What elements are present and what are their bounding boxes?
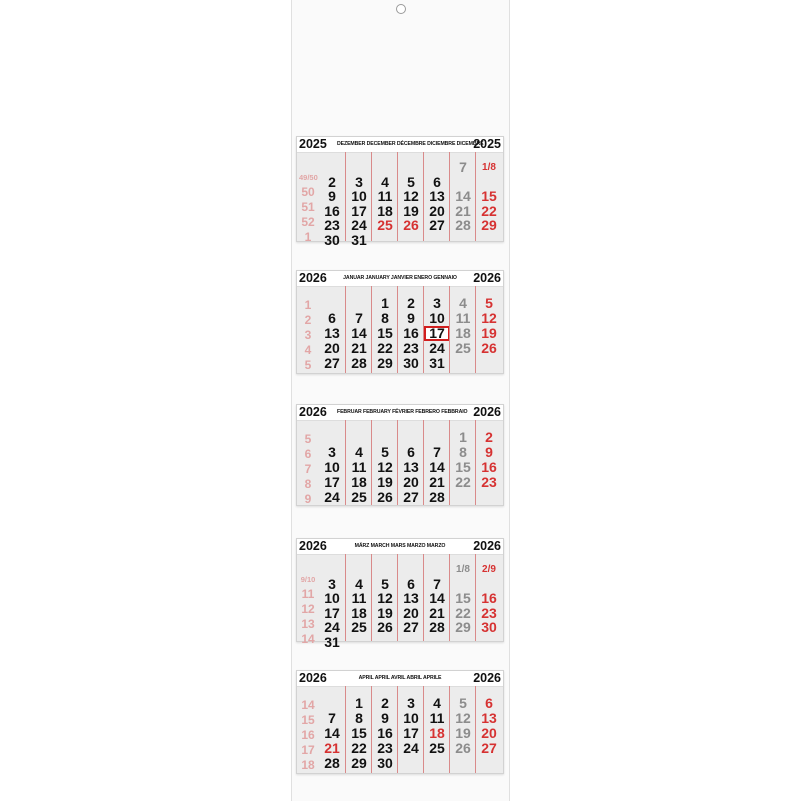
day-column-header-print — [347, 688, 371, 694]
week-number: 13 — [301, 617, 315, 631]
day-cell: 29 — [481, 217, 497, 233]
day-cell: 13 — [403, 590, 419, 606]
day-cell: 28 — [429, 619, 445, 635]
day-column — [423, 286, 450, 373]
day-column-header-print — [399, 288, 423, 294]
day-column — [345, 686, 372, 773]
day-cell: 6 — [407, 575, 415, 592]
day-cell: 2 — [328, 173, 336, 190]
day-cell: 23 — [403, 340, 419, 356]
day-cell: 9 — [381, 710, 389, 726]
day-column-header-print — [425, 556, 449, 562]
day-cell: 23 — [481, 474, 497, 490]
week-number: 17 — [301, 743, 315, 757]
day-cell: 22 — [377, 340, 393, 356]
day-cell: 8 — [355, 710, 363, 726]
week-number: 5 — [304, 358, 312, 372]
day-cell: 1 — [355, 695, 363, 711]
day-cell: 11 — [351, 459, 367, 475]
day-cell: 23 — [324, 217, 340, 233]
day-cell: 28 — [429, 489, 445, 505]
day-cell: 15 — [351, 725, 367, 741]
day-column-header-print — [451, 688, 475, 694]
week-number: 15 — [301, 713, 315, 727]
week-number: 4 — [304, 343, 312, 357]
year-label-left: 2026 — [299, 671, 327, 685]
day-cell: 30 — [324, 231, 340, 248]
day-cell: 15 — [377, 325, 393, 341]
month-header — [297, 271, 503, 287]
day-grid — [297, 420, 503, 505]
day-grid — [297, 554, 503, 650]
day-cell: 5 — [381, 444, 389, 460]
day-cell: 18 — [429, 725, 445, 741]
day-cell: 25 — [455, 340, 471, 356]
hanging-hole — [396, 4, 406, 14]
month-name: APRIL APRIL AVRIL ABRIL APRILE — [358, 675, 442, 681]
day-cell: 6 — [407, 444, 415, 460]
day-cell: 17 — [351, 202, 367, 219]
day-cell: 8 — [459, 444, 467, 460]
day-cell: 1 — [459, 429, 467, 445]
day-cell: 15 — [455, 459, 471, 475]
day-cell: 10 — [324, 590, 340, 606]
day-column — [371, 554, 398, 641]
week-number: 9 — [304, 492, 312, 506]
day-cell: 29 — [455, 619, 471, 635]
day-cell: 16 — [324, 202, 340, 219]
day-cell: 24 — [403, 740, 419, 756]
day-cell: 20 — [324, 340, 340, 356]
day-column — [423, 554, 450, 641]
day-cell: 9 — [485, 444, 493, 460]
day-cell: 2/9 — [482, 564, 496, 575]
day-cell: 7 — [328, 710, 336, 726]
day-cell: 6 — [328, 310, 336, 326]
day-cell: 5 — [407, 173, 415, 190]
day-cell: 16 — [403, 325, 419, 341]
day-column — [475, 686, 502, 773]
year-label-right: 2026 — [473, 405, 501, 419]
day-cell: 3 — [407, 695, 415, 711]
day-cell: 10 — [351, 188, 367, 204]
day-cell: 27 — [403, 619, 419, 635]
day-column — [449, 152, 476, 241]
day-cell: 27 — [481, 740, 497, 756]
day-column — [397, 686, 424, 773]
day-cell: 19 — [377, 474, 393, 490]
day-cell: 24 — [429, 340, 445, 356]
day-cell: 16 — [481, 590, 497, 606]
day-cell: 20 — [403, 604, 419, 621]
day-column-header-print — [399, 556, 423, 562]
month-name: JANUAR JANUARY JANVIER ENERO GENNAIO — [343, 275, 457, 281]
day-cell: 19 — [481, 325, 497, 341]
day-cell: 31 — [429, 355, 445, 371]
day-column — [371, 686, 398, 773]
day-cell: 17 — [324, 604, 340, 621]
month-block — [296, 538, 504, 650]
day-cell: 30 — [403, 355, 419, 371]
day-cell: 25 — [351, 619, 367, 635]
day-cell: 22 — [481, 202, 497, 219]
day-cell: 18 — [351, 604, 367, 621]
day-cell: 12 — [455, 710, 471, 726]
day-cell: 11 — [377, 188, 393, 204]
week-number: 3 — [304, 328, 312, 342]
day-cell: 1/8 — [482, 162, 496, 173]
day-cell: 17 — [324, 474, 340, 490]
month-block — [296, 404, 504, 506]
day-cell: 22 — [455, 474, 471, 490]
day-cell: 20 — [481, 725, 497, 741]
day-cell: 10 — [403, 710, 419, 726]
day-cell: 28 — [455, 217, 471, 233]
day-cell: 9 — [328, 188, 336, 204]
day-cell: 13 — [429, 188, 445, 204]
week-number-column — [297, 554, 319, 646]
day-column-header-print — [373, 688, 397, 694]
day-column — [345, 286, 372, 373]
day-cell: 2 — [407, 295, 415, 311]
day-column — [397, 554, 424, 641]
day-cell: 23 — [481, 604, 497, 621]
day-cell: 4 — [355, 575, 363, 592]
day-cell: 11 — [455, 310, 471, 326]
day-column — [345, 554, 372, 641]
day-cell: 28 — [351, 355, 367, 371]
day-cell: 14 — [429, 459, 445, 475]
day-cell: 25 — [429, 740, 445, 756]
week-number: 5 — [304, 432, 312, 446]
day-cell: 18 — [455, 325, 471, 341]
day-cell: 25 — [377, 217, 393, 233]
day-cell: 14 — [455, 188, 471, 204]
week-number-column — [297, 286, 319, 373]
day-cell: 29 — [377, 355, 393, 371]
day-column-header-print — [347, 556, 371, 562]
day-cell: 22 — [455, 604, 471, 621]
day-cell-highlighted: 17 — [424, 326, 450, 341]
day-cell: 8 — [381, 310, 389, 326]
day-column-header-print — [373, 288, 397, 294]
day-cell: 12 — [377, 459, 393, 475]
day-column-header-print — [425, 154, 449, 160]
day-column — [449, 686, 476, 773]
day-column — [423, 686, 450, 773]
day-cell: 26 — [377, 619, 393, 635]
day-column — [371, 286, 398, 373]
day-column-header-print — [399, 154, 423, 160]
day-column-header-print — [347, 288, 371, 294]
day-column-header-print — [477, 422, 501, 428]
week-number: 1 — [304, 230, 312, 244]
day-cell: 4 — [381, 173, 389, 190]
day-cell: 12 — [481, 310, 497, 326]
day-cell: 11 — [351, 590, 367, 606]
day-grid — [297, 286, 503, 373]
day-cell: 14 — [429, 590, 445, 606]
week-number: 49/50 — [299, 173, 318, 182]
year-label-right: 2026 — [473, 671, 501, 685]
day-cell: 22 — [351, 740, 367, 756]
day-cell: 15 — [481, 188, 497, 204]
year-label-right: 2026 — [473, 539, 501, 553]
day-column-header-print — [373, 154, 397, 160]
day-cell: 18 — [377, 202, 393, 219]
day-cell: 20 — [429, 202, 445, 219]
day-cell: 5 — [485, 295, 493, 311]
day-column — [475, 554, 502, 641]
day-column — [319, 152, 345, 248]
day-column — [345, 152, 372, 248]
month-block — [296, 270, 504, 374]
day-column-header-print — [477, 288, 501, 294]
day-cell: 19 — [403, 202, 419, 219]
day-cell: 5 — [381, 575, 389, 592]
month-header — [297, 539, 503, 555]
week-number-column — [297, 686, 319, 773]
day-column-header-print — [347, 154, 371, 160]
year-label-left: 2026 — [299, 405, 327, 419]
day-cell: 4 — [459, 295, 467, 311]
day-column-header-print — [320, 288, 344, 294]
day-cell: 26 — [377, 489, 393, 505]
day-cell: 21 — [429, 604, 445, 621]
week-number: 14 — [301, 698, 315, 712]
day-column-header-print — [373, 422, 397, 428]
day-cell: 10 — [324, 459, 340, 475]
day-column — [371, 420, 398, 505]
day-cell: 27 — [324, 355, 340, 371]
day-cell: 24 — [351, 217, 367, 233]
day-cell: 16 — [481, 459, 497, 475]
week-number: 16 — [301, 728, 315, 742]
month-header — [297, 671, 503, 687]
day-grid — [297, 686, 503, 773]
day-column-header-print — [347, 422, 371, 428]
week-number: 9/10 — [300, 575, 316, 584]
month-block — [296, 136, 504, 248]
week-number: 51 — [301, 200, 315, 214]
year-label-left: 2026 — [299, 271, 327, 285]
day-cell: 14 — [351, 325, 367, 341]
day-cell: 23 — [377, 740, 393, 756]
day-column-header-print — [477, 688, 501, 694]
day-column-header-print — [320, 154, 344, 160]
day-cell: 15 — [455, 590, 471, 606]
day-cell: 24 — [324, 619, 340, 635]
day-cell: 31 — [351, 231, 367, 248]
day-cell: 7 — [355, 310, 363, 326]
week-number: 8 — [304, 477, 312, 491]
year-label-right: 2026 — [473, 271, 501, 285]
day-grid — [297, 152, 503, 248]
day-column-header-print — [425, 688, 449, 694]
day-cell: 7 — [433, 575, 441, 592]
day-cell: 20 — [403, 474, 419, 490]
day-cell: 3 — [328, 575, 336, 592]
day-cell: 2 — [381, 695, 389, 711]
day-column-header-print — [425, 288, 449, 294]
day-column-header-print — [320, 688, 344, 694]
day-cell: 11 — [429, 710, 445, 726]
day-cell: 1 — [381, 295, 389, 311]
day-cell: 6 — [433, 173, 441, 190]
month-header — [297, 405, 503, 421]
week-number: 11 — [301, 587, 315, 601]
day-column-header-print — [399, 422, 423, 428]
day-cell: 16 — [377, 725, 393, 741]
day-cell: 7 — [459, 159, 467, 175]
day-cell: 27 — [403, 489, 419, 505]
day-cell: 27 — [429, 217, 445, 233]
week-number-column — [297, 152, 319, 244]
day-column-header-print — [373, 556, 397, 562]
year-label-left: 2025 — [299, 137, 327, 151]
year-label-right: 2025 — [473, 137, 501, 151]
day-cell: 17 — [403, 725, 419, 741]
day-cell: 12 — [377, 590, 393, 606]
day-column — [319, 286, 345, 373]
day-cell: 26 — [481, 340, 497, 356]
day-column — [449, 554, 476, 641]
month-block — [296, 670, 504, 774]
day-column — [319, 554, 345, 650]
week-number: 6 — [304, 447, 312, 461]
day-column — [397, 286, 424, 373]
day-cell: 10 — [429, 310, 445, 326]
day-cell: 18 — [351, 474, 367, 490]
day-column — [423, 152, 450, 241]
day-column — [423, 420, 450, 505]
day-column — [449, 286, 476, 373]
week-number: 1 — [304, 298, 312, 312]
week-number: 50 — [301, 185, 315, 199]
day-column — [345, 420, 372, 505]
day-column-header-print — [320, 422, 344, 428]
day-cell: 28 — [324, 755, 340, 771]
day-cell: 3 — [433, 295, 441, 311]
day-cell: 21 — [324, 740, 340, 756]
day-cell: 14 — [324, 725, 340, 741]
day-column — [449, 420, 476, 505]
month-header — [297, 137, 503, 153]
year-label-left: 2026 — [299, 539, 327, 553]
day-cell: 13 — [324, 325, 340, 341]
week-number: 7 — [304, 462, 312, 476]
day-cell: 5 — [459, 695, 467, 711]
week-number: 12 — [301, 602, 315, 616]
day-cell: 21 — [351, 340, 367, 356]
day-cell: 24 — [324, 489, 340, 505]
week-number: 2 — [304, 313, 312, 327]
day-cell: 13 — [403, 459, 419, 475]
day-column-header-print — [320, 556, 344, 562]
day-column-header-print — [451, 422, 475, 428]
day-cell: 3 — [328, 444, 336, 460]
month-name: MÄRZ MARCH MARS MARZO MARZO — [354, 543, 446, 549]
day-cell: 21 — [455, 202, 471, 219]
week-number: 52 — [301, 215, 315, 229]
day-column — [371, 152, 398, 241]
day-column — [319, 686, 345, 773]
day-cell: 19 — [377, 604, 393, 621]
day-cell: 1/8 — [456, 564, 470, 575]
day-cell: 3 — [355, 173, 363, 190]
day-cell: 25 — [351, 489, 367, 505]
day-cell: 2 — [485, 429, 493, 445]
day-cell: 6 — [485, 695, 493, 711]
month-name: FEBRUAR FEBRUARY FÉVRIER FEBRERO FEBBRAIO — [337, 409, 468, 415]
day-cell: 31 — [324, 633, 340, 650]
day-cell: 7 — [433, 444, 441, 460]
day-cell: 13 — [481, 710, 497, 726]
day-cell: 19 — [455, 725, 471, 741]
day-cell: 12 — [403, 188, 419, 204]
day-cell: 9 — [407, 310, 415, 326]
day-cell: 4 — [355, 444, 363, 460]
week-number-column — [297, 420, 319, 505]
day-cell: 30 — [377, 755, 393, 771]
month-name: DEZEMBER DECEMBER DÉCEMBRE DICIEMBRE DICEMBRE — [337, 141, 484, 147]
day-column-header-print — [399, 688, 423, 694]
day-column — [475, 152, 502, 241]
day-column — [475, 420, 502, 505]
week-number: 14 — [301, 632, 315, 646]
day-cell: 26 — [403, 217, 419, 233]
day-cell: 21 — [429, 474, 445, 490]
day-column — [397, 420, 424, 505]
day-column-header-print — [425, 422, 449, 428]
day-cell: 29 — [351, 755, 367, 771]
day-cell: 26 — [455, 740, 471, 756]
day-column — [319, 420, 345, 505]
day-column — [397, 152, 424, 241]
day-column-header-print — [451, 288, 475, 294]
day-column — [475, 286, 502, 373]
day-cell: 30 — [481, 619, 497, 635]
day-cell: 4 — [433, 695, 441, 711]
week-number: 18 — [301, 758, 315, 772]
